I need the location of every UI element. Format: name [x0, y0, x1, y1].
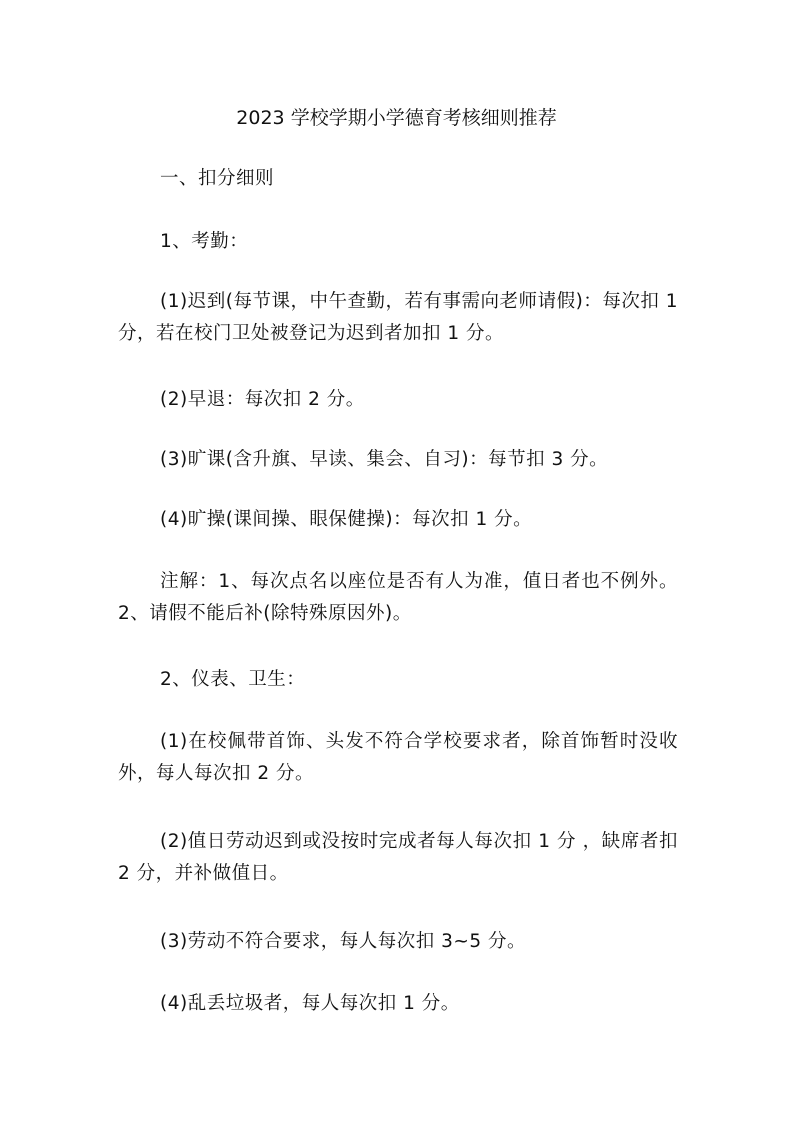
- rule-truancy: (3)旷课(含升旗、早读、集会、自习)：每节扣 3 分。: [160, 449, 609, 470]
- document-title: 2023 学校学期小学德育考核细则推荐: [236, 107, 557, 129]
- attendance-note: 注解：1、每次点名以座位是否有人为准，值日者也不例外。2、请假不能后补(除特殊原因外)。: [118, 571, 678, 624]
- subsection-heading-attendance: 1、考勤：: [160, 231, 249, 252]
- rule-labor-quality: (3)劳动不符合要求，每人每次扣 3~5 分。: [160, 931, 527, 952]
- rule-missed-exercise: (4)旷操(课间操、眼保健操)：每次扣 1 分。: [160, 509, 533, 530]
- section-heading-deduction-rules: 一、扣分细则: [160, 168, 275, 189]
- rule-littering: (4)乱丢垃圾者，每人每次扣 1 分。: [160, 993, 460, 1014]
- subsection-heading-appearance-hygiene: 2、仪表、卫生：: [160, 669, 306, 690]
- rule-jewelry-hair: (1)在校佩带首饰、头发不符合学校要求者，除首饰暂时没收外，每人每次扣 2 分。: [118, 731, 678, 784]
- rule-early-leave: (2)早退：每次扣 2 分。: [160, 389, 365, 410]
- rule-lateness: (1)迟到(每节课，中午查勤，若有事需向老师请假)：每次扣 1 分，若在校门卫处被登记为迟到者加扣 1 分。: [118, 291, 678, 344]
- rule-duty-cleaning: (2)值日劳动迟到或没按时完成者每人每次扣 1 分 ，缺席者扣 2 分，并补做值日。: [118, 831, 678, 884]
